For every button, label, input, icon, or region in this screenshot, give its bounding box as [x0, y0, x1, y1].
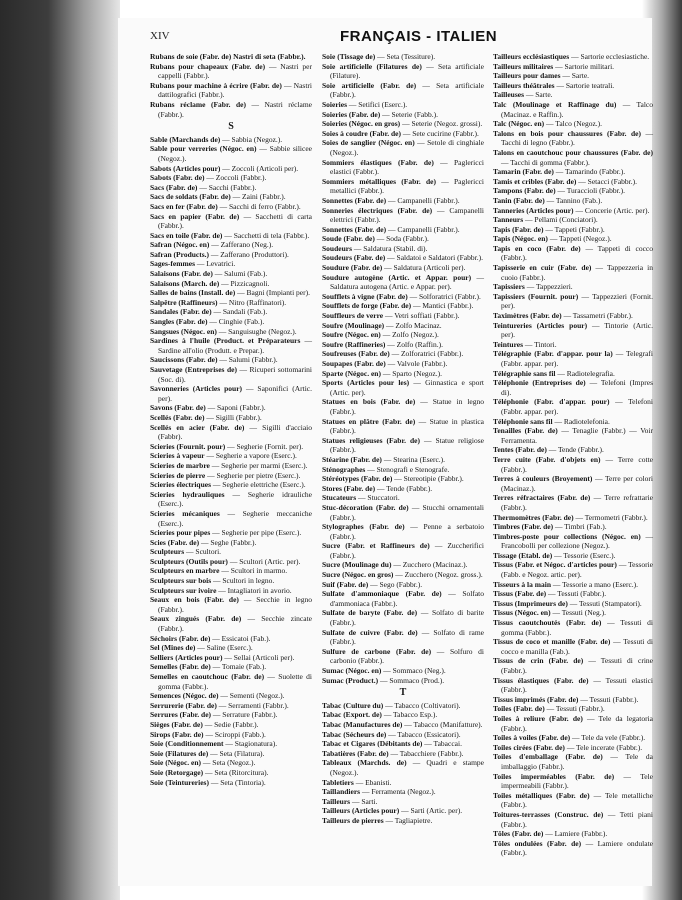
index-entry: Tissus (Imprimeurs de) — Tessuti (Stampatori). — [493, 598, 642, 608]
index-entry: Sacs en papier (Fabr. de) — Sacchetti di carta (Fabbr.). — [150, 211, 312, 231]
index-entry: Tissus de coco et manille (Fabr. de) — Tessuti di cocco e manilla (Fab.). — [493, 637, 653, 656]
index-entry: Soudeurs (Fabr. de) — Saldatoi e Saldatori (Fabbr.). — [322, 253, 483, 263]
index-entry: Stylographes (Fabr. de) — Penne a serbatoio (Fabbr.). — [322, 522, 484, 541]
index-entry: Sténographes — Stenografi e Stenografe. — [322, 464, 450, 474]
index-entry: Soude (Fabr. de) — Soda (Fabbr.). — [322, 234, 429, 244]
index-entry: Terres à couleurs (Broyement) — Terre per colori (Macinaz.). — [493, 474, 653, 493]
index-entry: Soudure (Fabr. de) — Saldatura (Articoli per). — [322, 263, 466, 273]
index-entry: Talons en caoutchouc pour chaussures (Fabr. de) — Tacchi di gomma (Fabbr.). — [493, 147, 653, 167]
index-entry: Semelles (Fabr. de) — Tomaie (Fab.). — [150, 662, 267, 672]
section-letter: T — [399, 687, 407, 699]
index-entry: Stéarine (Fabr. de) — Stearina (Eserc.). — [322, 454, 446, 464]
index-entry: Tabac et Cigares (Débitants de) — Tabaccai. — [322, 739, 462, 749]
index-entry: Tisseurs à la main — Tessorie a mano (Eserc.). — [493, 579, 639, 589]
index-entry: Tenailles (Fabr. de) — Tenaglie (Fabbr.) — Voir Ferramenta. — [493, 426, 653, 445]
index-entry: Soie (Conditionnement — Stagionatura). — [150, 739, 278, 749]
index-entry: Sable pour verreries (Négoc. en) — Sabbie silicee (Negoz.). — [150, 144, 312, 163]
index-entry: Tanneurs — Pellami (Conciatori). — [493, 215, 598, 225]
index-entry: Toiles (Fabr. de) — Tessuti (Fabbr.). — [493, 704, 605, 714]
index-entry: Tissus (Fabr. et Négoc. d'articles pour) — Tessorie (Fabb. e Negoz. artic. per). — [493, 560, 654, 580]
index-entry: Semences (Négoc. de) — Sementi (Negoz.). — [150, 691, 285, 701]
index-entry: Scellés (Fabr. de) — Sigilli (Fabbr.). — [150, 412, 262, 422]
index-entry: Sauvetage (Entreprises de) — Ricuperi sottomarini (Soc. di). — [150, 365, 312, 384]
index-entry: Sucre (Fabr. et Raffineurs de) — Zuccherifici (Fabbr.). — [322, 541, 484, 560]
index-entry: Tentes (Fabr. de) — Tende (Fabbr.). — [493, 445, 604, 455]
index-entry: Tanneries (Articles pour) — Concerie (Artic. per). — [493, 205, 650, 215]
index-entry: Tapis (Fabr. de) — Tappeti (Fabbr.). — [493, 224, 605, 234]
index-entry: Tôles (Fabr. de) — Lamiere (Fabbr.). — [493, 829, 608, 839]
index-entry: Télégraphie (Fabr. d'appar. pour la) — Telegrafi (Fabbr. appar. per). — [493, 349, 653, 368]
index-entry: Tissus de crin (Fabr. de) — Tessuti di crine (Fabbr.). — [493, 656, 653, 675]
index-entry: Soie (Teintureries) — Seta (Tintoria). — [150, 777, 266, 787]
index-entry: Talons en bois pour chaussures (Fabr. de) — Tacchi di legno (Fabbr.). — [493, 128, 653, 148]
index-entry: Tailleurs ecclésiastiques — Sartorie ecclesiastiche. — [493, 52, 650, 61]
index-entry: Sucre (Négoc. en gros) — Zucchero (Negoz. gross.). — [322, 570, 483, 580]
index-entry: Tamis et cribles (Fabr. de) — Setacci (Fabbr.). — [493, 176, 638, 186]
index-entry: Tanin (Fabr. de) — Tannino (Fab.). — [493, 195, 603, 205]
index-entry: Tapisserie en cuir (Fabr. de) — Tappezzeria in cuoio (Fabbr.). — [493, 263, 653, 282]
index-entry: Sports (Articles pour les) — Ginnastica e sport (Artic. per). — [322, 378, 485, 397]
index-entry: Scieries à vapeur — Segherie a vapore (Eserc.). — [150, 451, 297, 461]
index-entry: Soudure autogène (Artic. et Appar. pour) — Saldatura autogena (Artic. e Appar. per). — [322, 272, 484, 292]
index-entry: Soufre (Raffineries) — Zolfo (Raffin.). — [322, 339, 443, 349]
index-entry: Tabletiers — Ebanisti. — [322, 777, 392, 787]
index-entry: Sardines à l'huile (Product. et Préparateurs — Sardine all'olio (Produtt. e Prepar.). — [150, 336, 312, 355]
index-entry: Soieries — Setifici (Eserc.). — [322, 99, 408, 109]
index-entry: Talc (Négoc. en) — Talco (Negoz.). — [493, 119, 603, 129]
index-entry: Terre cuite (Fabr. d'objets en) — Terre cotte (Fabbr.). — [493, 454, 653, 474]
index-entry: Sculpteurs en marbre — Scultori in marmo. — [150, 566, 288, 576]
index-entry: Thermomètres (Fabr. de) — Termometri (Fabbr.). — [493, 512, 648, 522]
index-entry: Télégraphie sans fil — Radiotelegrafia. — [493, 368, 615, 378]
index-entry: Soufreuses (Fabr. de) — Zolforatrici (Fabbr.). — [322, 349, 464, 359]
index-entry: Scieries (Fournit. pour) — Segherie (Fornit. per). — [150, 441, 304, 451]
column-2 — [322, 52, 484, 826]
index-entry: Sages-femmes — Levatrici. — [150, 259, 236, 269]
index-entry: Tapis (Négoc. en) — Tappeti (Negoz.). — [493, 234, 612, 244]
index-entry: Soies à coudre (Fabr. de) — Sete cucirine (Fabbr.). — [322, 128, 479, 138]
index-entry: Salles de bains (Install. de) — Bagni (Impianti per). — [150, 288, 311, 298]
section-letter: S — [228, 121, 234, 133]
index-entry: Tailleurs théâtrales — Sartorie teatrali. — [493, 80, 615, 90]
index-entry: Sucre (Moulinage du) — Zucchero (Macinaz.). — [322, 560, 468, 570]
index-entry: Safran (Négoc. en) — Zafferano (Neg.). — [150, 240, 274, 250]
index-entry: Statues religieuses (Fabr. de) — Statue religiose (Fabbr.). — [322, 435, 484, 455]
index-entry: Téléphonie (Fabr. d'appar. pour) — Telefoni (Fabbr. appar. per). — [493, 397, 653, 416]
index-entry: Sacs en toile (Fabr. de) — Sacchetti di tela (Fabbr.). — [150, 230, 310, 240]
index-entry: Soie (Filatures de) — Seta (Filatura). — [150, 748, 265, 758]
index-entry: Tamarin (Fabr. de) — Tamarindo (Fabbr.). — [493, 167, 626, 177]
index-entry: Sabots (Articles pour) — Zoccoli (Articoli per). — [150, 163, 299, 173]
index-entry: Timbres (Fabr. de) — Timbri (Fab.). — [493, 522, 607, 532]
index-entry: Soupapes (Fabr. de) — Valvole (Fabbr.). — [322, 359, 448, 368]
index-entry: Tampons (Fabr. de) — Turaccioli (Fabbr.). — [493, 186, 625, 196]
index-entry: Tapissiers — Tappezzieri. — [493, 282, 573, 292]
index-entry: Sculpteurs (Outils pour) — Scultori (Artic. per). — [150, 556, 301, 566]
index-entry: Statues en plâtre (Fabr. de) — Statue in plastica (Fabbr.). — [322, 416, 484, 436]
index-entry: Sonnettes (Fabr. de) — Campanelli (Fabbr.). — [322, 224, 460, 234]
column-1 — [150, 52, 312, 787]
index-entry: Salaisons (March. de) — Pizzicagnoli. — [150, 278, 270, 288]
index-entry: Saucissons (Fabr. de) — Salumi (Fabbr.). — [150, 355, 278, 365]
index-entry: Sommiers élastiques (Fabr. de) — Paglericci elastici (Fabbr.). — [322, 157, 484, 177]
index-entry: Sel (Mines de) — Saline (Eserc.). — [150, 643, 253, 653]
index-entry: Téléphonie (Entreprises de) — Telefoni (Impres di). — [493, 378, 653, 397]
index-entry: Toiles métalliques (Fabr. de) — Tele metalliche (Fabbr.). — [493, 790, 653, 810]
index-entry: Scieries électriques — Segherie elettriche (Eserc.). — [150, 480, 306, 490]
index-entry: Tableaux (Marchds. de) — Quadri e stampe (Negoz.). — [322, 758, 484, 777]
index-entry: Tailleurs de pierres — Tagliapietre. — [322, 815, 433, 825]
index-entry: Tissus (Négoc. en) — Tessuti (Neg.). — [493, 608, 606, 618]
index-entry: Rubans pour machine à écrire (Fabr. de) — Nastri dattilografici (Fabbr.). — [150, 80, 312, 100]
index-entry: Soie (Retorgage) — Seta (Ritorcitura). — [150, 767, 269, 777]
index-entry: Scieries hydrauliques — Segherie idrauliche (Eserc.). — [150, 489, 312, 509]
index-entry: Tabac (Sécheurs de) — Tabacco (Essicatori). — [322, 729, 461, 739]
index-entry: Sonneries électriques (Fabr. de) — Campanelli elettrici (Fabbr.). — [322, 205, 484, 225]
index-entry: Stucateurs — Stuccatori. — [322, 493, 400, 503]
index-entry: Sommiers métalliques (Fabr. de) — Paglericci metallici (Fabbr.). — [322, 176, 484, 196]
index-entry: Suif (Fabr. de) — Sego (Fabbr.). — [322, 579, 423, 589]
index-entry: Terres réfractaires (Fabr. de) — Terre refrattarie (Fabbr.). — [493, 493, 653, 512]
index-entry: Tapis en coco (Fabr. de) — Tappeti di cocco (Fabbr.). — [493, 243, 653, 263]
index-entry: Toiles d'emballage (Fabr. de) — Tele da imballaggio (Fabbr.). — [493, 752, 653, 771]
index-entry: Sangsues (Négoc. en) — Sanguisughe (Negoz.). — [150, 326, 297, 336]
index-entry: Tôles ondulées (Fabr. de) — Lamiere ondulate (Fabbr.). — [493, 838, 653, 858]
index-entry: Serrurerie (Fabr. de) — Serramenti (Fabbr.). — [150, 700, 289, 710]
index-entry: Sulfate d'ammoniaque (Fabr. de) — Solfato d'ammoniaca (Fabbr.). — [322, 589, 484, 608]
index-entry: Sculpteurs — Scultori. — [150, 547, 222, 557]
index-entry: Statues en bois (Fabr. de) — Statue in legno (Fabbr.). — [322, 397, 484, 416]
index-entry: Stores (Fabr. de) — Tende (Fabbr.). — [322, 483, 433, 493]
index-entry: Sacs (Fabr. de) — Sacchi (Fabbr.). — [150, 182, 257, 192]
index-entry: Tissus caoutchoutés (Fabr. de) — Tessuti di gomma (Fabbr.). — [493, 618, 653, 637]
index-entry: Tailleuses — Sarte. — [493, 90, 553, 100]
index-entry: Téléphonie sans fil — Radiotelefonia. — [493, 416, 610, 426]
index-entry: Sulfate de cuivre (Fabr. de) — Solfato di rame (Fabbr.). — [322, 627, 484, 647]
index-entry: Savons (Fabr. de) — Saponi (Fabbr.). — [150, 403, 266, 413]
index-entry: Sabots (Fabr. de) — Zoccoli (Fabbr.). — [150, 173, 267, 183]
book-binding-left — [0, 0, 120, 900]
index-entry: Seaux en bois (Fabr. de) — Secchie in legno (Fabbr.). — [150, 595, 312, 614]
index-entry: Serrures (Fabr. de) — Serrature (Fabbr.). — [150, 710, 278, 720]
index-entry: Soie (Négoc. en) — Seta (Negoz.). — [150, 758, 256, 768]
index-entry: Sièges (Fabr. de) — Sedie (Fabbr.). — [150, 719, 259, 729]
index-entry: Tailleurs — Sarti. — [322, 796, 378, 806]
page-title: FRANÇAIS - ITALIEN — [340, 28, 498, 45]
index-entry: Safran (Products.) — Zafferano (Produttori). — [150, 249, 289, 259]
index-entry: Rubans réclame (Fabr. de) — Nastri réclame (Fabbr.). — [150, 99, 313, 119]
index-entry: Toiles cirées (Fabr. de) — Tele incerate (Fabbr.). — [493, 742, 643, 752]
index-entry: Soufflets à vigne (Fabr. de) — Solforatrici (Fabbr.). — [322, 291, 481, 301]
index-entry: Soufflets de forge (Fabr. de) — Mantici (Fabbr.). — [322, 301, 474, 311]
index-entry: Souffleurs de verre — Vetri soffiati (Fabbr.). — [322, 311, 460, 321]
index-entry: Soudeurs — Saldatura (Stabil. di). — [322, 243, 428, 253]
index-entry: Sculpteurs sur bois — Scultori in legno. — [150, 576, 275, 586]
index-entry: Sulfure de carbone (Fabr. de) — Solfuro di carbonio (Fabbr.). — [322, 646, 484, 666]
index-entry: Sable (Marchands de) — Sabbia (Negoz.). — [150, 134, 283, 144]
index-entry: Soie (Tissage de) — Seta (Tessiture). — [322, 52, 436, 61]
index-entry: Sculpteurs sur ivoire — Intagliatori in avorio. — [150, 585, 292, 595]
index-entry: Sonnettes (Fabr. de) — Campanelli (Fabbr.). — [322, 195, 460, 205]
index-entry: Tabac (Culture du) — Tabacco (Coltivatori). — [322, 700, 461, 710]
index-entry: Sumac (Négoc. en) — Sommaco (Neg.). — [322, 666, 446, 675]
index-entry: Scieries de marbre — Segherie per marmi (Eserc.). — [150, 460, 308, 470]
index-entry: Rubans pour chapeaux (Fabr. de) — Nastri per cappelli (Fabbr.). — [150, 61, 313, 81]
index-entry: Timbres-poste pour collections (Négoc. en) — Francobolli per collezione (Negoz.). — [493, 531, 654, 551]
index-entry: Tissus (Fabr. de) — Tessuti (Fabbr.). — [493, 589, 607, 599]
index-entry: Stéréotypes (Fabr. de) — Stereotipie (Fabbr.). — [322, 474, 464, 484]
index-entry: Soufre (Moulinage) — Zolfo Macinaz. — [322, 320, 442, 330]
index-entry: Tabac (Manufactures de) — Tabacco (Manifatture). — [322, 719, 483, 729]
index-entry: Soies de sanglier (Négoc. en) — Setole di cinghiale (Negoz.). — [322, 138, 484, 157]
index-entry: Tabatières (Fabr. de) — Tabacchiere (Fabbr.). — [322, 748, 464, 758]
index-entry: Sumac (Product.) — Sommaco (Prod.). — [322, 675, 445, 685]
index-entry: Soie artificielle (Filatures de) — Seta artificiale (Filature). — [322, 61, 484, 81]
column-3 — [493, 52, 653, 858]
index-entry: Tissus imprimés (Fabr. de) — Tessuti (Fabbr.). — [493, 694, 639, 704]
page-header — [150, 28, 650, 50]
index-entry: Soieries (Négoc. en gros) — Seterie (Negoz. grossi). — [322, 119, 483, 129]
index-entry: Soieries (Fabr. de) — Seterie (Fabb.). — [322, 109, 438, 119]
index-entry: Tailleurs (Articles pour) — Sarti (Artic. per). — [322, 806, 463, 816]
index-entry: Toiles imperméables (Fabr. de) — Tele impermeabili (Fabbr.). — [493, 771, 653, 791]
index-entry: Séchoirs (Fabr. de) — Essicatoi (Fab.). — [150, 633, 271, 643]
index-entry: Tapissiers (Fournit. pour) — Tappezzieri (Fornit. per). — [493, 291, 653, 311]
index-entry: Tissage (Etabl. de) — Tessorie (Eserc.). — [493, 550, 616, 560]
index-entry: Teintures — Tintori. — [493, 339, 557, 349]
index-entry: Talc (Moulinage et Raffinage du) — Talco (Macinaz. e Raffin.). — [493, 99, 653, 119]
index-entry: Taillandiers — Ferramenta (Negoz.). — [322, 787, 436, 797]
index-entry: Seaux zingués (Fabr. de) — Secchie zincate (Fabbr.). — [150, 614, 312, 634]
index-entry: Toitures-terrasses (Construc. de) — Tetti piani (Fabbr.). — [493, 809, 653, 829]
index-entry: Sacs de soldats (Fabr. de) — Zaini (Fabbr.). — [150, 192, 286, 202]
index-entry: Selliers (Articles pour) — Sellai (Articoli per). — [150, 652, 295, 662]
index-entry: Sparte (Négoc. en) — Sparto (Negoz.). — [322, 368, 442, 378]
index-entry: Teintureries (Articles pour) — Tintorie (Artic. per). — [493, 320, 653, 340]
index-entry: Taximètres (Fabr. de) — Tassametri (Fabbr.). — [493, 311, 633, 321]
index-entry: Toiles à voiles (Fabr. de) — Tele da vele (Fabbr.). — [493, 733, 646, 743]
index-entry: Savonneries (Articles pour) — Saponifici (Artic. per). — [150, 384, 312, 403]
index-entry: Sulfate de baryte (Fabr. de) — Solfato di barite (Fabbr.). — [322, 608, 485, 628]
index-entry: Salpêtre (Raffineurs) — Nitro (Raffinatori). — [150, 297, 287, 307]
index-entry: Scellés en acier (Fabr. de) — Sigilli d'acciaio (Fabbr). — [150, 422, 312, 442]
index-entry: Sirops (Fabr. de) — Sciroppi (Fabb.). — [150, 729, 266, 739]
index-entry: Scieries pour pipes — Segherie per pipe (Eserc.). — [150, 528, 302, 538]
index-entry: Toiles à reliure (Fabr. de) — Tele da legatoria (Fabbr.). — [493, 713, 654, 733]
index-entry: Soie artificielle (Fabr. de) — Seta artificiale (Fabbr.). — [322, 80, 484, 100]
index-entry: Scies (Fabr. de) — Seghe (Fabbr.). — [150, 537, 257, 547]
index-entry: Sandales (Fabr. de) — Sandali (Fab.). — [150, 307, 268, 317]
index-entry: Stuc-décoration (Fabr. de) — Stucchi ornamentali (Fabbr.). — [322, 502, 484, 522]
page-number: XIV — [150, 30, 170, 42]
index-entry: Scieries de pierre — Segherie per pietre (Eserc.). — [150, 470, 301, 480]
index-entry: Rubans de soie (Fabr. de) Nastri di seta (Fabbr.). — [150, 52, 306, 61]
index-entry: Scieries mécaniques — Segherie meccaniche (Eserc.). — [150, 508, 312, 528]
index-entry: Soufre (Négoc. en) — Zolfo (Negoz.). — [322, 330, 439, 340]
index-entry: Tailleurs pour dames — Sarte. — [493, 71, 590, 81]
index-entry: Salaisons (Fabr. de) — Salumi (Fab.). — [150, 269, 268, 279]
index-entry: Sangles (Fabr. de) — Cinghie (Fab.). — [150, 317, 265, 327]
index-entry: Tabac (Export. de) — Tabacco Esp.). — [322, 710, 438, 720]
index-entry: Semelles en caoutchouc (Fabr. de) — Suolette di gomma (Fabbr.). — [150, 672, 312, 691]
index-entry: Sacs en fer (Fabr. de) — Sacchi di ferro (Fabbr.). — [150, 201, 301, 211]
index-entry: Tissus élastiques (Fabr. de) — Tessuti elastici (Fabbr.). — [493, 675, 653, 695]
index-entry: Tailleurs militaires — Sartorie militari. — [493, 61, 615, 71]
